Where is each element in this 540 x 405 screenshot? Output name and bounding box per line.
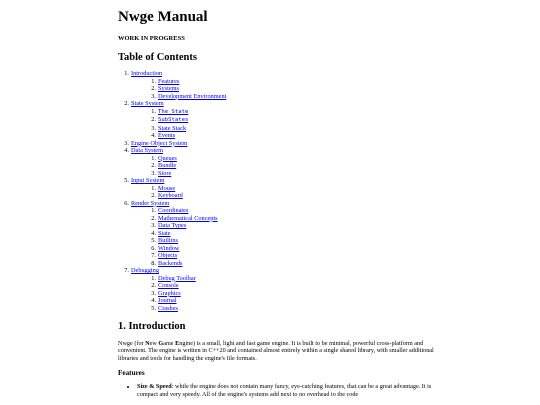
toc-subsection-number: 5.	[151, 304, 156, 312]
toc-section-number: 1.	[124, 70, 129, 77]
toc-subsection-item	[131, 207, 448, 215]
toc-subsection-number: 8.	[151, 259, 156, 267]
toc-subsection-number: 1.	[151, 184, 156, 192]
toc-section-item	[118, 147, 448, 177]
toc-section-item	[118, 200, 448, 268]
toc-subsection-item	[131, 116, 448, 125]
toc-subsection-item	[131, 192, 448, 200]
toc-subsection-link[interactable]: Development Environment	[158, 92, 227, 100]
toc-subsection-list	[131, 108, 448, 140]
toc-subsection-item	[131, 252, 448, 260]
toc-subsection-item	[131, 85, 448, 93]
toc-section-link[interactable]: Input System	[131, 177, 165, 184]
toc-subsection-item	[131, 132, 448, 140]
toc-subsection-item	[131, 305, 448, 313]
status-label: WORK IN PROGRESS	[118, 35, 185, 42]
toc-subsection-number: 5.	[151, 237, 156, 244]
toc-section-number: 2.	[124, 100, 129, 107]
toc-section-link[interactable]: Render System	[131, 199, 170, 207]
toc-subsection-item	[131, 78, 448, 86]
toc-section-item	[118, 267, 448, 312]
toc-subsection-item	[131, 282, 448, 290]
toc-subsection-number: 1.	[151, 274, 156, 282]
toc-subsection-number: 7.	[151, 252, 156, 259]
toc-subsection-link[interactable]	[158, 108, 188, 115]
toc-subsection-link[interactable]: Features	[158, 77, 180, 85]
toc-subsection-item	[131, 230, 448, 238]
toc-section-link[interactable]: Introduction	[131, 70, 163, 77]
toc-subsection-list	[131, 207, 448, 267]
toc-subsection-number: 4.	[151, 297, 156, 304]
features-list	[118, 383, 448, 398]
toc-subsection-item	[131, 237, 448, 245]
toc-subsection-number: 3.	[151, 289, 156, 297]
toc-subsection-number: 2.	[151, 85, 156, 92]
toc-subsection-link[interactable]: Crashes	[158, 304, 178, 312]
toc-section-number: 4.	[124, 147, 129, 154]
toc-subsection-link[interactable]: Objects	[158, 252, 178, 259]
toc-section-number: 6.	[124, 199, 129, 207]
toc-subsection-number: 3.	[151, 222, 156, 229]
toc-subsection-number: 2.	[151, 162, 156, 169]
toc-subsection-number: 3.	[151, 169, 156, 177]
toc-section-link[interactable]: Engine Object System	[131, 139, 188, 147]
toc-subsection-link[interactable]: Queues	[158, 154, 177, 162]
toc-subsection-number: 3.	[151, 124, 156, 132]
toc-subsection-link[interactable]: Builtins	[158, 237, 178, 244]
toc-subsection-link[interactable]: Store	[158, 169, 172, 177]
toc-heading: Table of Contents	[118, 52, 197, 63]
toc-subsection-link[interactable]: Systems	[158, 85, 179, 92]
toc-subsection-code-label: The State	[158, 108, 189, 115]
toc-subsection-number: 2.	[151, 282, 156, 289]
toc-section-item	[118, 140, 448, 148]
toc-subsection-item	[131, 170, 448, 178]
toc-subsection-link[interactable]: State	[158, 229, 171, 237]
toc-subsection-list	[131, 78, 448, 101]
toc-subsection-item	[131, 260, 448, 268]
features-heading: Features	[118, 369, 145, 378]
toc-subsection-item	[131, 125, 448, 133]
toc-subsection-link[interactable]: Backends	[158, 259, 183, 267]
toc-subsection-item	[131, 297, 448, 305]
toc-section-link[interactable]: State System	[131, 100, 164, 107]
toc-subsection-item	[131, 215, 448, 223]
toc-subsection-link[interactable]: Keyboard	[158, 192, 183, 199]
toc-section-number: 3.	[124, 139, 129, 147]
introduction-paragraph: Nwge (for New Game Engine) is a small, light and fast game engine. It is built to be minimal, powerful cross-platform and convenient. The engine is written in C++20 and contained almost entirely within a single shared library, with smaller additional libraries and tools for handling the engine's file formats.	[118, 340, 434, 362]
toc-subsection-number: 2.	[151, 116, 156, 123]
toc-subsection-item	[131, 222, 448, 230]
toc-subsection-link[interactable]: Graphics	[158, 289, 181, 297]
introduction-heading: 1. Introduction	[118, 321, 186, 332]
toc-subsection-link[interactable]: Mouse	[158, 184, 176, 192]
toc-subsection-item	[131, 108, 448, 117]
toc-subsection-item	[131, 162, 448, 170]
toc-subsection-link[interactable]: Events	[158, 132, 176, 139]
toc-subsection-link[interactable]: Mathematical Concepts	[158, 214, 218, 222]
toc-subsection-link[interactable]: Debug Toolbar	[158, 274, 196, 282]
toc-subsection-link[interactable]: Window	[158, 244, 180, 252]
toc-subsection-link[interactable]: State Stack	[158, 124, 187, 132]
toc-subsection-item	[131, 185, 448, 193]
toc-section-item	[118, 100, 448, 140]
toc-subsection-number: 6.	[151, 244, 156, 252]
toc-subsection-item	[131, 155, 448, 163]
feature-description: : while the engine does not contain many fancy, eye-catching features, that can be a great advantage. It is compact and very speedy. All of the engine's systems add next to no overhead to the code	[137, 383, 432, 398]
toc-section-link[interactable]: Debugging	[131, 267, 159, 274]
toc-subsection-link[interactable]: Bundle	[158, 162, 177, 169]
toc-subsection-link[interactable]: Console	[158, 282, 179, 289]
feature-term: Size & Speed	[137, 383, 172, 391]
toc-subsection-number: 4.	[151, 132, 156, 139]
toc-subsection-number: 2.	[151, 214, 156, 222]
toc-subsection-link[interactable]	[158, 116, 188, 123]
toc-subsection-link[interactable]: Coordinates	[158, 207, 189, 214]
toc-section-link[interactable]: Data System	[131, 147, 164, 154]
toc-section-item	[118, 177, 448, 200]
toc-subsection-list	[131, 275, 448, 313]
toc-subsection-item	[131, 93, 448, 101]
page-title: Nwge Manual	[118, 9, 208, 25]
toc-subsection-number: 1.	[151, 107, 156, 115]
toc-subsection-link[interactable]: Journal	[158, 297, 177, 304]
manual-page	[118, 0, 448, 398]
table-of-contents	[118, 70, 448, 312]
toc-subsection-number: 3.	[151, 92, 156, 100]
toc-subsection-item	[131, 245, 448, 253]
toc-subsection-list	[131, 155, 448, 178]
feature-item	[137, 383, 448, 398]
toc-section-number: 7.	[124, 267, 129, 274]
toc-subsection-number: 2.	[151, 192, 156, 199]
toc-subsection-number: 4.	[151, 229, 156, 237]
toc-section-item	[118, 70, 448, 100]
toc-subsection-list	[131, 185, 448, 200]
toc-section-number: 5.	[124, 177, 129, 184]
toc-subsection-number: 1.	[151, 207, 156, 214]
toc-subsection-number: 1.	[151, 154, 156, 162]
toc-subsection-number: 1.	[151, 77, 156, 85]
toc-subsection-code-label: SubStates	[158, 117, 189, 123]
toc-subsection-item	[131, 290, 448, 298]
toc-subsection-link[interactable]: Data Types	[158, 222, 187, 229]
toc-subsection-item	[131, 275, 448, 283]
